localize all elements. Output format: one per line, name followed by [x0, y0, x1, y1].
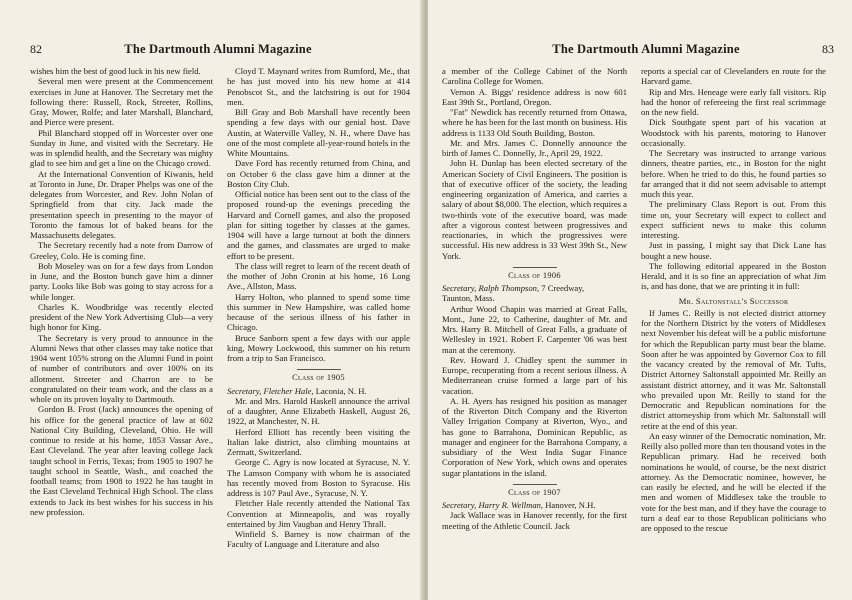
- secretary-label: Secretary,: [442, 500, 477, 510]
- secretary-label: Secretary,: [442, 283, 477, 293]
- secretary-name: Ralph Thompson,: [478, 283, 540, 293]
- paragraph: Phil Blanchard stopped off in Worcester over one Sunday in June, and visited with the Secretary. He was in splendid health, and the Secretary was mighty glad to see him and get a line on the Chicago crowd.: [30, 127, 213, 169]
- paragraph: Winfield S. Barney is now chairman of the Faculty of Language and Literature and also: [227, 529, 410, 550]
- paragraph: reports a special car of Clevelanders en route for the Harvard game.: [641, 66, 826, 87]
- secretary-place: Laconia, N. H.: [315, 385, 367, 396]
- paragraph: Mr. and Mrs. James C. Donnelly announce the birth of James C. Donnelly, Jr., April 29, 1922.: [442, 137, 627, 158]
- class-heading: Class of 1907: [508, 487, 561, 497]
- paragraph: Several men were present at the Commencement exercises in June at Hanover. The Secretary met the following there: Russell, Rock, Streeter, Rollins, Gray, Mower, Rolfe; and later Marshall, Blanchard, and Pierce were present.: [30, 76, 213, 128]
- paragraph: Gordon B. Frost (Jack) announces the opening of his office for the general practice of law at 602 National City Building, Cleveland, Ohio. He will continue to reside at his home, 1853 Vassar Ave., East Cleveland. The year after leaving college Jack taught school in Ferris, Texas; from 1905 to 1907 he taught school in Seattle, Wash., and coached the football teams; from 1908 to 1922 he has taught in the East Cleveland Technical High School. The class extends to Jack its best wishes for his success in his new profession.: [30, 404, 213, 517]
- paragraph: An easy winner of the Democratic nomination, Mr. Reilly also polled more than ten thousand votes in the Republican primary. Had he received both nominations he would, of course, be the next district attorney. As the Democratic nominee, however, he can easily be elected, and he will be elected if the men and women of Middlesex take the trouble to vote for the best man, and if they have the courage to turn a deaf ear to those Republican politicians who are opposed to the rescue: [641, 430, 826, 533]
- right-page-header: [458, 42, 834, 58]
- paragraph: At the International Convention of Kiwanis, held at Toronto in June, Dr. Draper Phelps was one of the delegates from Worcester, and Rev. John Nolan of Springfield from that city. Jack made the presentation speech in presenting to the mayor of Toronto the famous lot of baked beans for the Massachusetts delegates.: [30, 168, 213, 240]
- paragraph: Bruce Sanborn spent a few days with our apple king, Mowry Lockwood, this summer on his return from a trip to San Francisco.: [227, 332, 410, 363]
- paragraph: The class will regret to learn of the recent death of the mother of John Cronin at his home, 16 Long Ave., Allston, Mass.: [227, 260, 410, 292]
- editorial-title: Mr. Saltonstall's Successor: [678, 295, 789, 306]
- class-secretary-line: [227, 386, 410, 396]
- class-secretary-line: [442, 500, 627, 510]
- paragraph: Mr. and Mrs. Harold Haskell announce the arrival of a daughter, Anne Elizabeth Haskell, August 26, 1922, at Manchester, N. H.: [227, 395, 410, 427]
- paragraph: Cloyd T. Maynard writes from Rumford, Me., that he has just moved into his new home at 414 Penobscot St., and the latchstring is out for 1904 men.: [227, 66, 410, 107]
- section-divider: [297, 369, 341, 370]
- paragraph: "Fat" Newdick has recently returned from Ottawa, where he has been for the last month on business. His address is 1133 Old South Building, Boston.: [442, 107, 627, 138]
- class-heading: Class of 1906: [508, 270, 561, 280]
- paragraph: A. H. Ayers has resigned his position as manager of the Riverton Ditch Company and the Riverton Valley Irrigation Company at Riverton, Wyo., and has gone to Barrahona, Dominican Republic, as manager and engineer for the Barrahona Company, a subsidiary of the West India Sugar Finance Corporation of New York, which owns and operates sugar plantations in the island.: [442, 395, 627, 478]
- paragraph: Dave Ford has recently returned from China, and on October 6 the class gave him a dinner at the Boston City Club.: [227, 158, 410, 189]
- paragraph: Bill Gray and Bob Marshall have recently been spending a few days with our genial host. Dave Austin, at Waterville Valley, N. H., where Dave has one of the most complete all-year-round hotels in the White Mountains.: [227, 107, 410, 158]
- paragraph: Vernon A. Biggs' residence address is now 601 East 39th St., Portland, Oregon.: [442, 86, 627, 107]
- paragraph: The preliminary Class Report is out. From this time on, your Secretary will expect to collect and expect sufficient news to make this column interesting.: [641, 199, 826, 240]
- paragraph: Just in passing, I might say that Dick Lane has bought a new house.: [641, 240, 826, 261]
- paragraph: The Secretary was instructed to arrange various dinners, theatre parties, etc., in Boston for the night before. When he tried to do this, he found parties so far arranged that it did not seem advisable to attempt much this year.: [641, 148, 826, 199]
- right-page: [428, 0, 852, 600]
- paragraph: a member of the College Cabinet of the North Carolina College for Women.: [442, 66, 627, 87]
- paragraph: Rip and Mrs. Heneage were early fall visitors. Rip had the honor of refereeing the first real scrimmage on the new field.: [641, 86, 826, 117]
- section-divider: [513, 267, 557, 268]
- paragraph: Charles K. Woodbridge was recently elected president of the New York Advertising Club—a very high honor for King.: [30, 301, 213, 333]
- secretary-place-line2: Taunton, Mass.: [442, 293, 495, 304]
- left-page-columns: [30, 66, 410, 600]
- right-page-columns: [442, 66, 826, 600]
- left-column-1: [30, 66, 213, 600]
- paragraph: Bob Moseley was on for a few days from London in June, and the Boston bunch gave him a dinner party. Looks like Bob was going to stay across for a while longer.: [30, 260, 213, 302]
- paragraph: George C. Agry is now located at Syracuse, N. Y. The Lamson Company with whom he is associated has recently moved from Boston to Syracuse. His address is 107 Paul Ave., Syracuse, N. Y.: [227, 457, 410, 498]
- secretary-place: 7 Creedway,: [541, 283, 585, 293]
- paragraph: The Secretary is very proud to announce in the Alumni News that other classes may take notice that 1904 went 105% strong on the Alumni Fund in point of number of contributors and over 100% on its allotment. Streeter and Charron are to be congratulated on their team work, and the class as a whole on its proven loyalty to Dartmouth.: [30, 332, 213, 404]
- paragraph: The Secretary recently had a note from Darrow of Greeley, Colo. He is coming fine.: [30, 240, 213, 261]
- running-header: The Dartmouth Alumni Magazine: [124, 42, 312, 56]
- right-column-2: [641, 66, 826, 600]
- right-column-1: [442, 66, 627, 600]
- paragraph: wishes him the best of good luck in his new field.: [30, 66, 201, 76]
- left-page-header: [30, 42, 406, 58]
- left-page: [0, 0, 424, 600]
- secretary-place: Hanover, N.H.: [545, 500, 596, 510]
- left-column-2: [227, 66, 410, 600]
- section-divider: [513, 484, 557, 485]
- paragraph: Rev. Howard J. Chidley spent the summer in Europe, recuperating from a recent serious illness. A Mediterranean cruise formed a large part of his vacation.: [442, 354, 627, 396]
- paragraph: Official notice has been sent out to the class of the proposed round-up the evenings preceding the Harvard and Cornell games, and also the proposed plan for sitting together by classes at the games. 1904 will have a large turnout at both the dinners and the games, and classmates are urged to make effort to be present.: [227, 189, 410, 261]
- class-heading: Class of 1905: [292, 373, 345, 383]
- secretary-label: Secretary,: [227, 385, 262, 396]
- paragraph: Harry Holton, who planned to spend some time this summer in New Hampshire, was called home because of the serious illness of his father in Chicago.: [227, 291, 410, 333]
- paragraph: Herford Elliott has recently been visiting the Italian lake district, also climbing mountains at Zermatt, Switzerland.: [227, 426, 410, 457]
- paragraph: If James C. Reilly is not elected district attorney for the Northern District by the voters of Middlesex next November his defeat will be a public misfortune for which the Republican party must bear the blame. Soon after he was appointed by Governor Cox to fill the vacancy created by the removal of Mr. Tufts, District Attorney Saltonstall appointed Mr. Reilly an assistant district attorney, and it was Mr. Saltonstall who prevailed upon Mr. Reilly to stand for the Democratic and Republican nominations for the district attorneyship from which Mr. Saltonstall will retire at the end of this year.: [641, 307, 826, 431]
- class-secretary-line: [442, 283, 627, 293]
- running-header: The Dartmouth Alumni Magazine: [552, 42, 740, 56]
- paragraph: Fletcher Hale recently attended the National Tax Convention at Minneapolis, and was royally entertained by Jim Vaugban and Henry Thrall.: [227, 498, 410, 529]
- secretary-name: Harry R. Wellman,: [478, 500, 544, 510]
- paragraph: The following editorial appeared in the Boston Herald, and it is so fine an appreciation of what Jim is, and has done, that we are printing it in full:: [641, 260, 826, 292]
- paragraph: Dick Southgate spent part of his vacation at Woodstock with his parents, motoring to Hanover occasionally.: [641, 117, 826, 148]
- page-number: 82: [30, 42, 42, 56]
- page-number: 83: [822, 42, 834, 56]
- paragraph: Arthur Wood Chapin was married at Great Falls, Mont., June 22, to Catherine, daughter of Mr. and Mrs. Harry B. Mitchell of Great Falls, a graduate of Wellesley in 1921. Robert F. Carpenter '06 was best man at the ceremony.: [442, 303, 627, 355]
- paragraph: John H. Dunlap has been elected secretary of the American Society of Civil Engineers. The position is that of executive officer of the society, the leading engineering organization of America, and carries a salary of about $8,000. The election, which requires a two-thirds vote of the executive board, was made after a vigorous contest between progressives and reactionaries, in which the progressives were successful. His new address is 33 West 39th St., New York.: [442, 158, 627, 261]
- secretary-name: Fletcher Hale,: [263, 385, 314, 396]
- paragraph: Jack Wallace was in Hanover recently, for the first meeting of the Athletic Council. Jack: [442, 510, 627, 531]
